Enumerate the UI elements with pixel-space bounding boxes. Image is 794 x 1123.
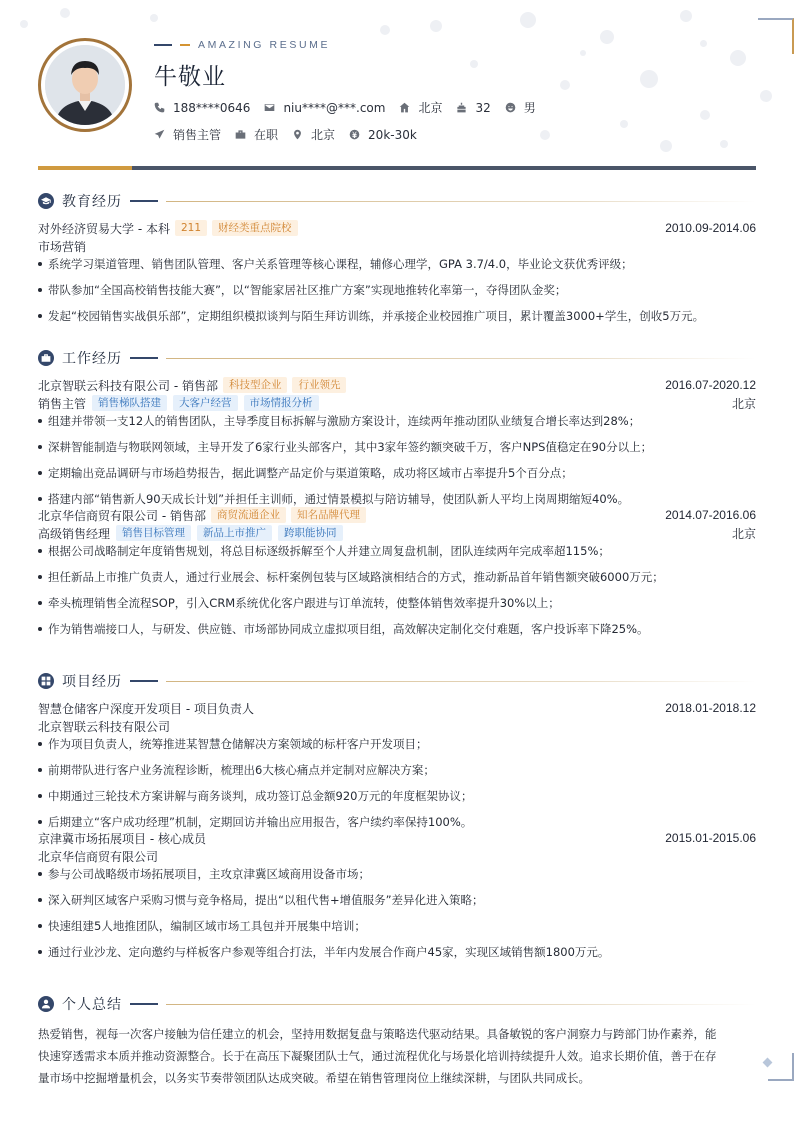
work-entry-left bbox=[38, 377, 346, 394]
mail-icon bbox=[264, 102, 275, 113]
work-header bbox=[38, 347, 756, 369]
company-name: 北京智联云科技有限公司 - 销售部 bbox=[38, 378, 218, 393]
list-item: 组建并带领一支12人的销售团队，主导季度目标拆解与激励方案设计，连续两年推动团队业绩复合增长率达到28%； bbox=[38, 412, 756, 438]
work-entry-head bbox=[38, 376, 756, 394]
profile-photo bbox=[45, 45, 125, 125]
work-role-group bbox=[38, 525, 343, 542]
list-item: 根据公司战略制定年度销售规划，将总目标逐级拆解至个人并建立周复盘机制，团队连续两年完成率超115%； bbox=[38, 542, 756, 568]
divider-accent bbox=[38, 166, 132, 170]
company-tag: 行业领先 bbox=[292, 377, 346, 393]
list-item: 定期输出竞品调研与市场趋势报告，据此调整产品定价与渠道策略，成功将区域市占率提升5个百分点； bbox=[38, 464, 756, 490]
corner-ornament-bottom-right bbox=[768, 1053, 794, 1081]
company-name: 北京华信商贸有限公司 - 销售部 bbox=[38, 508, 206, 523]
skill-tag: 销售目标管理 bbox=[116, 525, 191, 541]
work-dates: 2016.07-2020.12 bbox=[665, 378, 756, 392]
grid-icon bbox=[38, 673, 54, 689]
gender-info bbox=[505, 99, 536, 116]
avatar-frame bbox=[38, 38, 132, 132]
role-title: 销售主管 bbox=[38, 396, 87, 411]
school-tag: 211 bbox=[175, 220, 207, 236]
work-entry bbox=[38, 376, 756, 516]
skill-tag: 市场情报分析 bbox=[244, 395, 319, 411]
projects-section bbox=[38, 670, 756, 969]
contact-info-row bbox=[154, 99, 550, 116]
list-item: 深耕智能制造与物联网领域，主导开发了6家行业头部客户，其中3家年签约额突破千万，客户NPS值稳定在90分以上； bbox=[38, 438, 756, 464]
section-accent-line bbox=[130, 357, 158, 359]
briefcase-icon bbox=[235, 129, 246, 140]
list-item: 系统学习渠道管理、销售团队管理、客户关系管理等核心课程，辅修心理学，GPA 3.7/4.0，毕业论文获优秀评级； bbox=[38, 255, 756, 281]
section-accent-line bbox=[130, 1003, 158, 1005]
project-org: 北京智联云科技有限公司 bbox=[38, 719, 171, 734]
diamond-icon bbox=[763, 1058, 773, 1068]
work-dates: 2014.07-2016.06 bbox=[665, 508, 756, 522]
briefcase-icon bbox=[38, 350, 54, 366]
status-info bbox=[235, 126, 278, 143]
work-bullets bbox=[38, 412, 756, 516]
send-icon bbox=[154, 129, 165, 140]
list-item: 担任新品上市推广负责人，通过行业展会、标杆案例包装与区域路演相结合的方式，推动新品首年销售额突破6000万元； bbox=[38, 568, 756, 594]
skill-tag: 新品上市推广 bbox=[197, 525, 272, 541]
candidate-name: 牛敬业 bbox=[154, 64, 226, 90]
project-bullets bbox=[38, 865, 756, 969]
money-icon bbox=[349, 129, 360, 140]
list-item: 参与公司战略级市场拓展项目，主攻京津冀区域商用设备市场； bbox=[38, 865, 756, 891]
list-item: 通过行业沙龙、定向邀约与样板客户参观等组合打法，半年内发展合作商户45家，实现区域销售额1800万元。 bbox=[38, 943, 756, 969]
corner-ornament-top-right bbox=[758, 18, 794, 54]
summary-section bbox=[38, 993, 756, 1089]
header-eyebrow bbox=[154, 39, 330, 51]
list-item: 搭建内部“销售新人90天成长计划”并担任主训师，通过情景模拟与陪访辅导，使团队新人平均上岗周期缩短40%。 bbox=[38, 490, 756, 516]
header-divider bbox=[38, 166, 756, 170]
education-header bbox=[38, 190, 756, 212]
phone-text: 188****0646 bbox=[173, 100, 251, 115]
education-subrow bbox=[38, 237, 756, 255]
project-title: 京津冀市场拓展项目 - 核心成员 bbox=[38, 831, 206, 846]
education-dates: 2010.09-2014.06 bbox=[665, 221, 756, 235]
section-fade-line bbox=[166, 681, 756, 682]
project-entry bbox=[38, 699, 756, 839]
section-accent-line bbox=[130, 680, 158, 682]
education-entry-left bbox=[38, 220, 298, 237]
project-entry bbox=[38, 829, 756, 969]
list-item: 发起“校园销售实战俱乐部”，定期组织模拟谈判与陌生拜访训练，并承接企业校园推广项目，累计覆盖3000+学生，创收5万元。 bbox=[38, 307, 756, 333]
eyebrow-dash bbox=[154, 44, 172, 46]
section-fade-line bbox=[166, 358, 756, 359]
gender-text: 男 bbox=[523, 101, 536, 115]
work-subrow bbox=[38, 524, 756, 542]
role-title: 高级销售经理 bbox=[38, 526, 111, 541]
project-subrow bbox=[38, 717, 756, 735]
project-subrow bbox=[38, 847, 756, 865]
school-name: 对外经济贸易大学 - 本科 bbox=[38, 221, 170, 236]
education-section bbox=[38, 190, 756, 333]
section-fade-line bbox=[166, 201, 756, 202]
age-text: 32 bbox=[475, 100, 491, 115]
project-title: 智慧仓储客户深度开发项目 - 项目负责人 bbox=[38, 701, 254, 716]
school-tag: 财经类重点院校 bbox=[212, 220, 298, 236]
position-info bbox=[154, 126, 221, 143]
major: 市场营销 bbox=[38, 239, 87, 254]
work-location: 北京 bbox=[731, 396, 756, 411]
skill-tag: 跨职能协同 bbox=[278, 525, 343, 541]
project-dates: 2015.01-2015.06 bbox=[665, 831, 756, 845]
company-tag: 商贸流通企业 bbox=[211, 507, 286, 523]
project-bullets bbox=[38, 735, 756, 839]
summary-line: 快速穿透需求本质并推动资源整合。长于在高压下凝聚团队士气，通过流程优化与场景化培训持续提升人效。追求长期价值，善于在存 bbox=[38, 1049, 717, 1063]
summary-text bbox=[38, 1023, 756, 1089]
list-item: 快速组建5人地推团队，编制区域市场工具包并开展集中培训； bbox=[38, 917, 756, 943]
target-city-info bbox=[292, 126, 335, 143]
salary-text: 20k-30k bbox=[368, 127, 417, 142]
list-item: 深入研判区域客户采购习惯与竞争格局，提出“以租代售+增值服务”差异化进入策略； bbox=[38, 891, 756, 917]
projects-title: 项目经历 bbox=[62, 674, 122, 690]
list-item: 后期建立“客户成功经理”机制，定期回访并输出应用报告，客户续约率保持100%。 bbox=[38, 813, 756, 839]
city-text: 北京 bbox=[418, 101, 443, 115]
company-tag: 知名品牌代理 bbox=[291, 507, 366, 523]
user-icon bbox=[38, 996, 54, 1012]
summary-header bbox=[38, 993, 756, 1015]
company-tag: 科技型企业 bbox=[223, 377, 288, 393]
project-org: 北京华信商贸有限公司 bbox=[38, 849, 159, 864]
salary-info bbox=[349, 128, 417, 142]
home-icon bbox=[399, 102, 410, 113]
education-title: 教育经历 bbox=[62, 194, 122, 210]
projects-header bbox=[38, 670, 756, 692]
phone-info bbox=[154, 101, 250, 115]
smile-icon bbox=[505, 102, 516, 113]
list-item: 作为销售端接口人，与研发、供应链、市场部协同成立虚拟项目组，高效解决定制化交付难题，客户投诉率下降25%。 bbox=[38, 620, 756, 646]
skill-tag: 销售梯队搭建 bbox=[92, 395, 167, 411]
position-text: 销售主管 bbox=[173, 128, 222, 142]
target-city-text: 北京 bbox=[311, 128, 336, 142]
work-title: 工作经历 bbox=[62, 351, 122, 367]
avatar bbox=[45, 45, 125, 125]
summary-line: 量市场中挖掘增量机会，以务实节奏带领团队达成突破。希望在销售管理岗位上继续深耕，与团队共同成长。 bbox=[38, 1071, 590, 1085]
list-item: 作为项目负责人，统筹推进某智慧仓储解决方案领域的标杆客户开发项目； bbox=[38, 735, 756, 761]
work-subrow bbox=[38, 394, 756, 412]
phone-icon bbox=[154, 102, 165, 113]
section-accent-line bbox=[130, 200, 158, 202]
city-info bbox=[399, 99, 442, 116]
location-pin-icon bbox=[292, 129, 303, 140]
email-info bbox=[264, 101, 385, 115]
skill-tag: 大客户经营 bbox=[173, 395, 238, 411]
education-bullets bbox=[38, 255, 756, 333]
education-entry-head bbox=[38, 219, 756, 237]
work-section bbox=[38, 347, 756, 646]
job-intent-row bbox=[154, 126, 431, 143]
graduation-cap-icon bbox=[38, 193, 54, 209]
status-text: 在职 bbox=[254, 128, 279, 142]
eyebrow-text: AMAZING RESUME bbox=[198, 39, 331, 51]
list-item: 中期通过三轮技术方案讲解与商务谈判，成功签订总金额920万元的年度框架协议； bbox=[38, 787, 756, 813]
work-entry bbox=[38, 506, 756, 646]
section-fade-line bbox=[166, 1004, 756, 1005]
list-item: 带队参加“全国高校销售技能大赛”，以“智能家居社区推广方案”实现地推转化率第一，夺得团队金奖； bbox=[38, 281, 756, 307]
project-entry-head bbox=[38, 699, 756, 717]
email-text: niu****@***.com bbox=[283, 100, 386, 115]
project-dates: 2018.01-2018.12 bbox=[665, 701, 756, 715]
education-entry bbox=[38, 219, 756, 333]
summary-line: 热爱销售，视每一次客户接触为信任建立的机会，坚持用数据复盘与策略迭代驱动结果。具备敏锐的客户洞察力与跨部门协作素养，能 bbox=[38, 1027, 717, 1041]
list-item: 前期带队进行客户业务流程诊断，梳理出6大核心痛点并定制对应解决方案； bbox=[38, 761, 756, 787]
work-bullets bbox=[38, 542, 756, 646]
cake-icon bbox=[456, 102, 467, 113]
summary-title: 个人总结 bbox=[62, 997, 122, 1013]
list-item: 牵头梳理销售全流程SOP，引入CRM系统优化客户跟进与订单流转，使整体销售效率提升30%以上； bbox=[38, 594, 756, 620]
work-location: 北京 bbox=[731, 526, 756, 541]
eyebrow-dash-accent bbox=[180, 44, 190, 46]
work-role-group bbox=[38, 395, 319, 412]
age-info bbox=[456, 101, 490, 115]
